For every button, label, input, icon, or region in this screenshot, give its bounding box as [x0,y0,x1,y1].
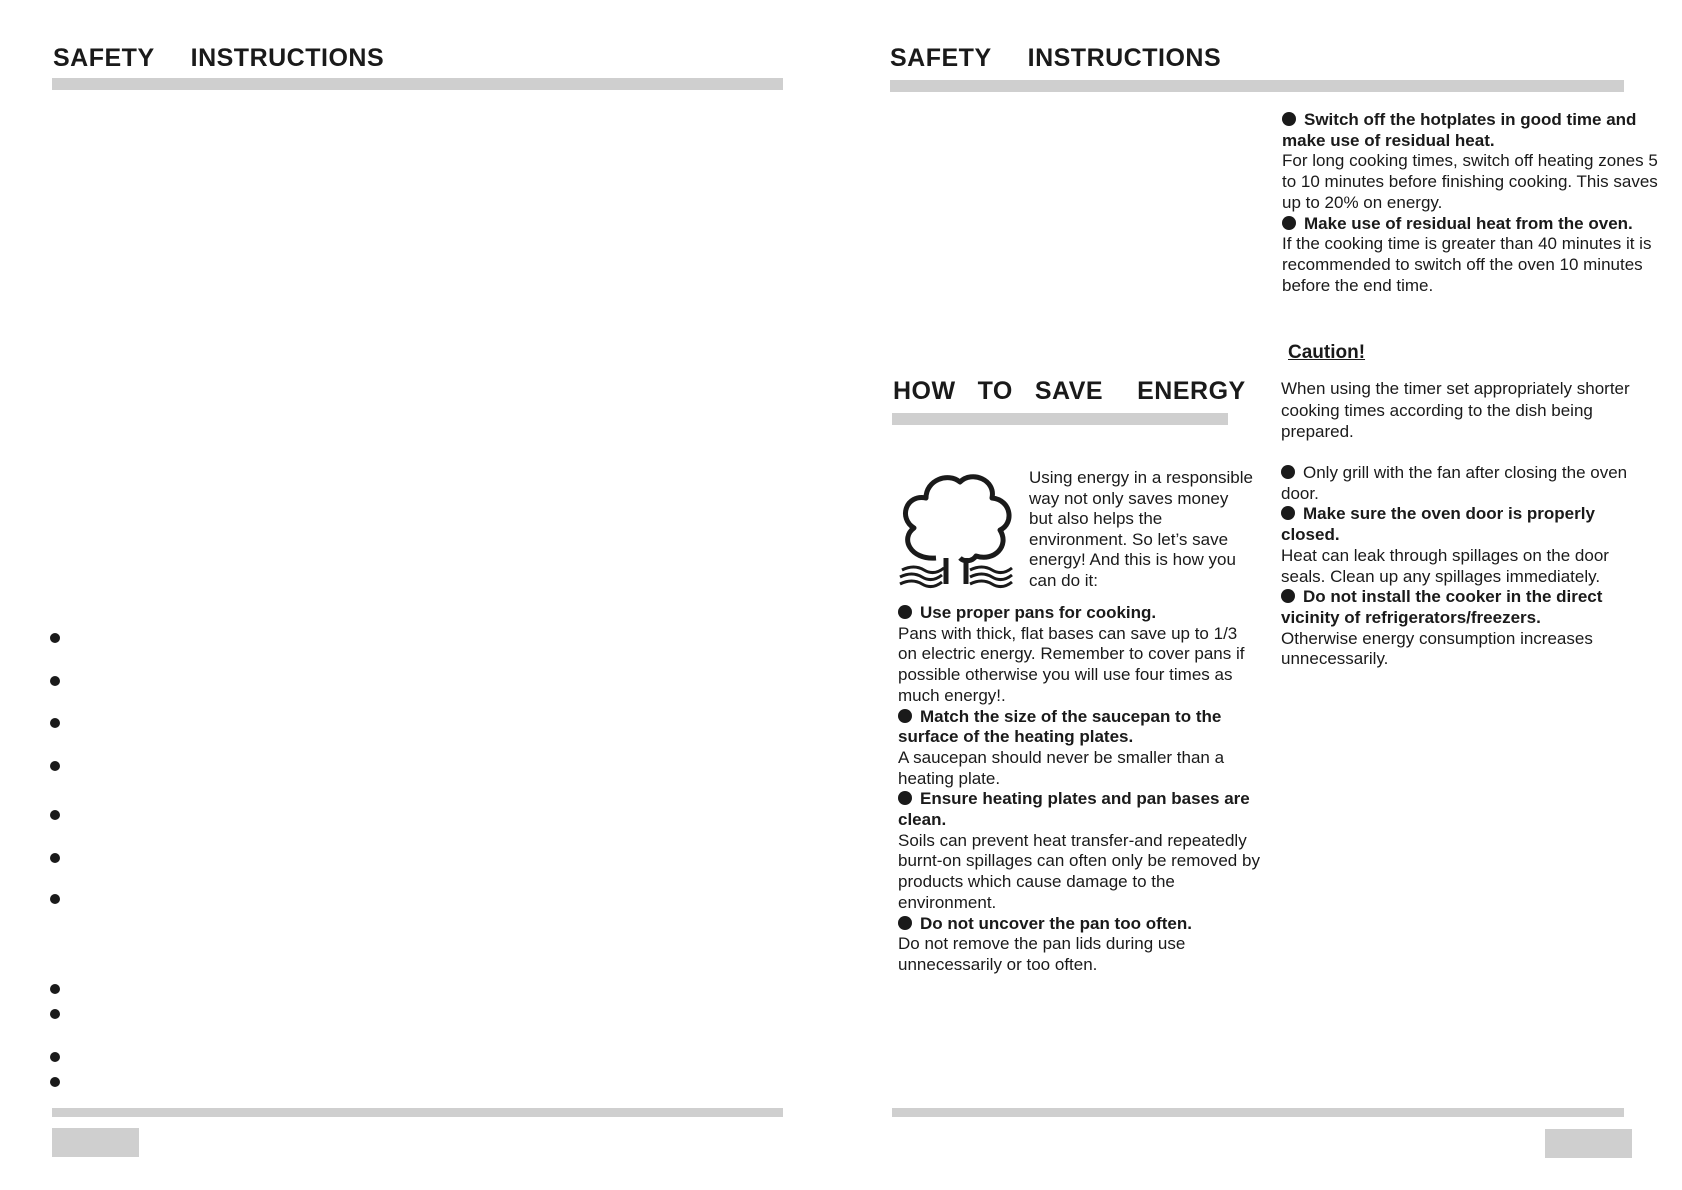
page-number-box [52,1128,139,1157]
footer-divider [892,1108,1624,1117]
tip-body: A saucepan should never be smaller than a heating plate. [898,747,1225,788]
page-header-title [890,44,1221,73]
energy-tips-column-right-top [1282,110,1662,296]
tip-title: Make use of residual heat from the oven. [1282,214,1662,235]
tip-body: Do not remove the pan lids during use unnecessarily or too often. [898,934,1186,974]
caution-heading: Caution! [1288,342,1366,363]
tip-body: For long cooking times, switch off heating zones 5 to 10 minutes before finishing cooking. This saves up to 20% on energy. [1282,151,1658,212]
footer-divider [52,1108,783,1117]
tip-body: Otherwise energy consumption increases unnecessarily. [1281,628,1593,669]
header-word-instructions: INSTRUCTIONS [190,44,385,72]
bullet-dot-icon [50,1077,60,1087]
tip-body: Soils can prevent heat transfer-and repeatedly burnt-on spillages can often only be removed by products which cause damage to the environment. [898,830,1260,912]
tip-title: Do not install the cooker in the direct vicinity of refrigerators/freezers. [1281,587,1651,628]
header-divider [890,80,1624,92]
bullet-dot-icon [50,718,60,728]
bullet-dot-icon [50,1009,60,1019]
section-word: TO [977,377,1013,405]
bullet-dot-icon [50,633,60,643]
energy-tips-column-right-bottom [1281,463,1651,670]
caution-text: When using the timer set appropriately shorter cooking times according to the dish being prepared. [1281,379,1630,441]
right-page [841,0,1682,1190]
header-word-safety: SAFETY [53,44,155,72]
bullet-dot-icon [50,984,60,994]
section-word: HOW [893,377,956,405]
page-number-box [1545,1129,1632,1158]
section-divider [892,413,1228,425]
tip-title: Make sure the oven door is properly closed. [1281,504,1651,545]
tip-title: Use proper pans for cooking. [898,603,1260,624]
tip-plain-text: Only grill with the fan after closing the oven door. [1281,463,1628,503]
tip-title: Switch off the hotplates in good time and make use of residual heat. [1282,110,1662,151]
energy-tips-column-left [898,603,1260,976]
header-word-instructions: INSTRUCTIONS [1027,44,1222,72]
bullet-dot-icon [50,853,60,863]
tree-eco-icon [896,466,1016,590]
bullet-dot-icon [50,810,60,820]
bullet-dot-icon [50,676,60,686]
tip-plain [1281,463,1651,504]
bullet-dot-icon [50,1052,60,1062]
header-word-safety: SAFETY [890,44,992,72]
tip-body: Heat can leak through spillages on the door seals. Clean up any spillages immediately. [1281,545,1609,586]
tip-title: Match the size of the saucepan to the surface of the heating plates. [898,707,1260,748]
intro-text: Using energy in a responsible way not only saves money but also helps the environment. So let’s save energy! And this is how you can do it: [1029,468,1253,590]
section-word: SAVE [1034,377,1104,405]
tip-body: If the cooking time is greater than 40 minutes it is recommended to switch off the oven 10 minutes before the end time. [1282,234,1652,295]
page-header-title [53,44,384,73]
header-divider [52,78,783,90]
section-word: ENERGY [1137,377,1246,405]
bullet-dot-icon [50,894,60,904]
tip-body: Pans with thick, flat bases can save up to 1/3 on electric energy. Remember to cover pans if possible otherwise you will use four times as much energy!. [898,623,1245,705]
tip-title: Do not uncover the pan too often. [898,914,1260,935]
tip-title: Ensure heating plates and pan bases are clean. [898,789,1260,830]
section-title-save-energy [893,377,1246,406]
bullet-dot-icon [50,761,60,771]
